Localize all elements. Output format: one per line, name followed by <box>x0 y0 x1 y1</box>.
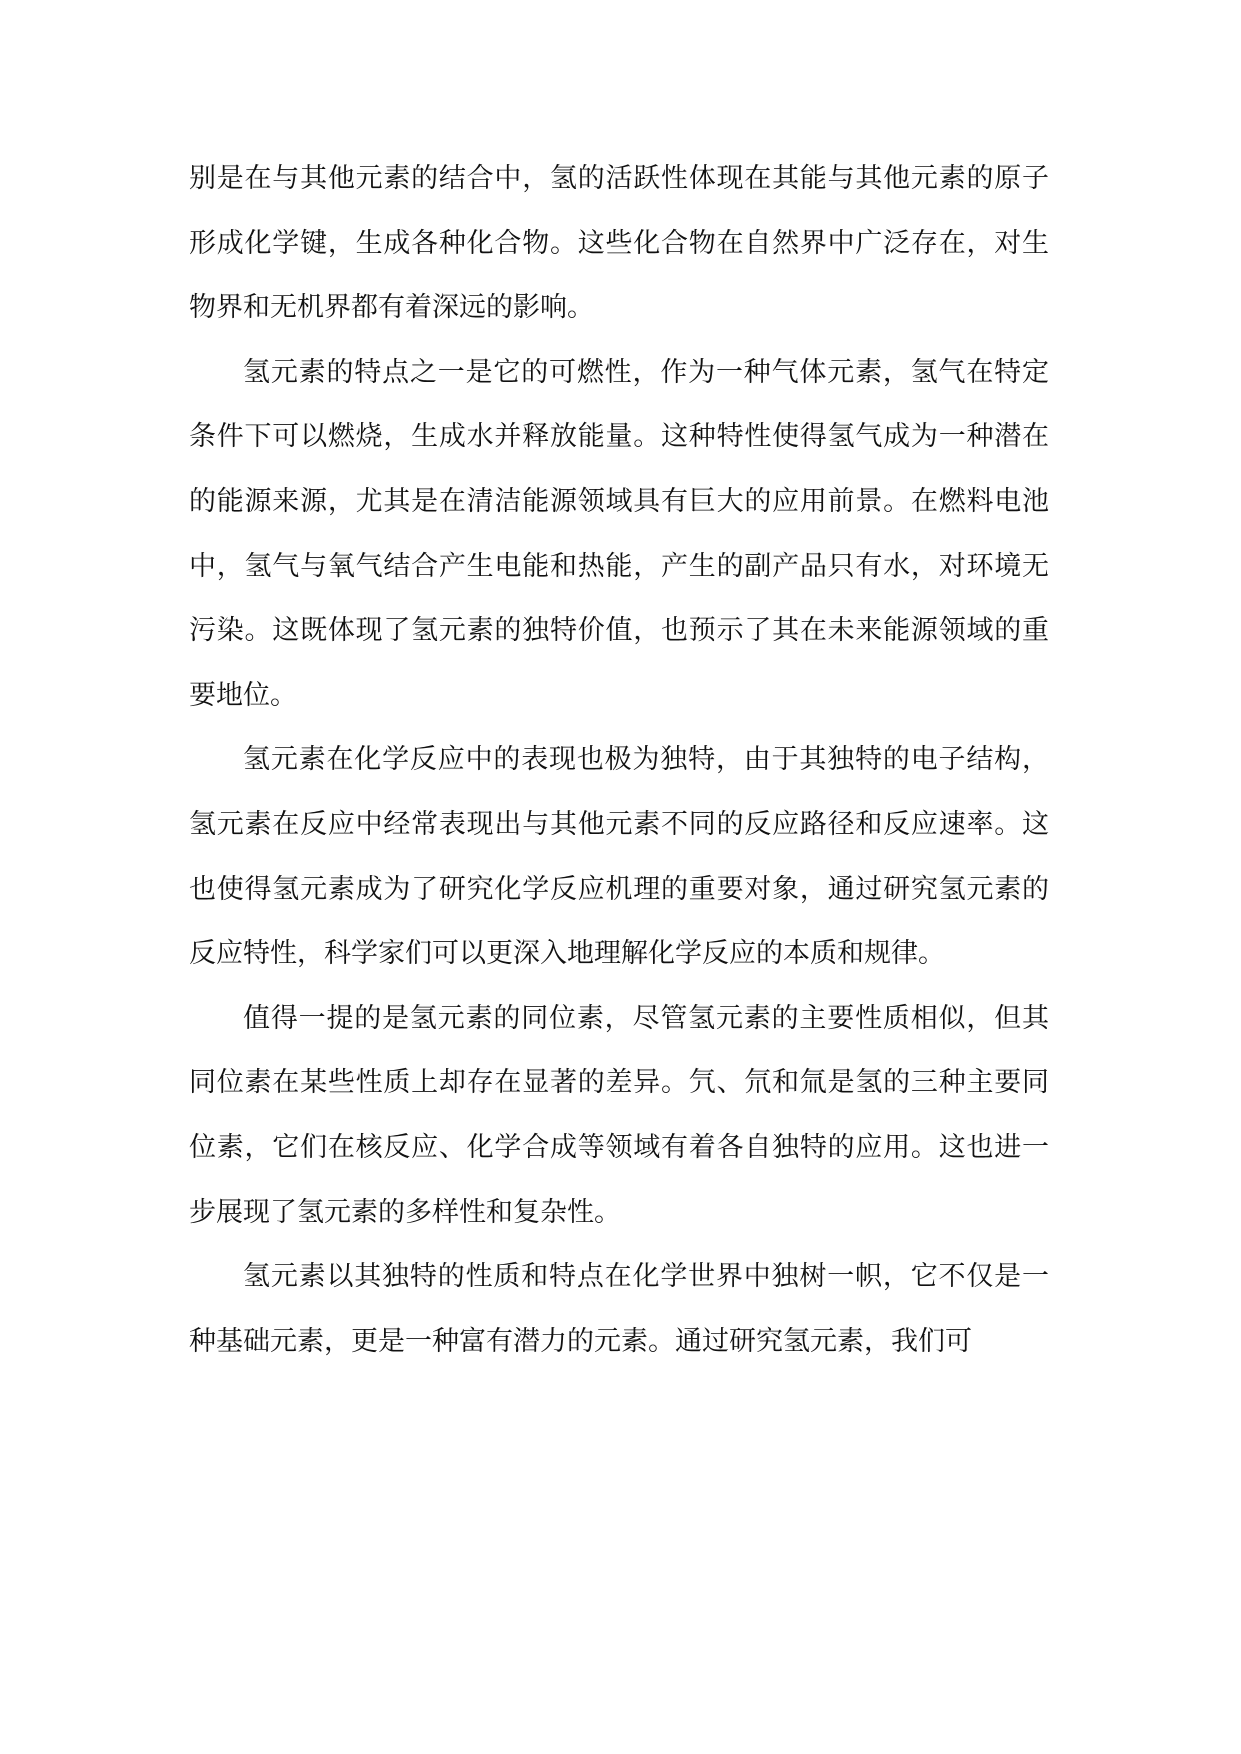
paragraph-chemical-reactions: 氢元素在化学反应中的表现也极为独特，由于其独特的电子结构，氢元素在反应中经常表现出与其他元素不同的反应路径和反应速率。这也使得氢元素成为了研究化学反应机理的重要对象，通过研究氢元素的反应特性，科学家们可以更深入地理解化学反应的本质和规律。 <box>189 744 1049 970</box>
paragraph-continuation: 别是在与其他元素的结合中，氢的活跃性体现在其能与其他元素的原子形成化学键，生成各种化合物。这些化合物在自然界中广泛存在，对生物界和无机界都有着深远的影响。 <box>189 163 1049 324</box>
paragraph-flammability: 氢元素的特点之一是它的可燃性，作为一种气体元素，氢气在特定条件下可以燃烧，生成水并释放能量。这种特性使得氢气成为一种潜在的能源来源，尤其是在清洁能源领域具有巨大的应用前景。在燃料电池中，氢气与氧气结合产生电能和热能，产生的副产品只有水，对环境无污染。这既体现了氢元素的独特价值，也预示了其在未来能源领域的重要地位。 <box>189 356 1049 711</box>
document-body <box>189 147 1049 1374</box>
paragraph-isotopes: 值得一提的是氢元素的同位素，尽管氢元素的主要性质相似，但其同位素在某些性质上却存在显著的差异。氕、氘和氚是氢的三种主要同位素，它们在核反应、化学合成等领域有着各自独特的应用。这也进一步展现了氢元素的多样性和复杂性。 <box>189 1002 1049 1228</box>
paragraph-conclusion: 氢元素以其独特的性质和特点在化学世界中独树一帜，它不仅是一种基础元素，更是一种富有潜力的元素。通过研究氢元素，我们可 <box>189 1261 1049 1357</box>
